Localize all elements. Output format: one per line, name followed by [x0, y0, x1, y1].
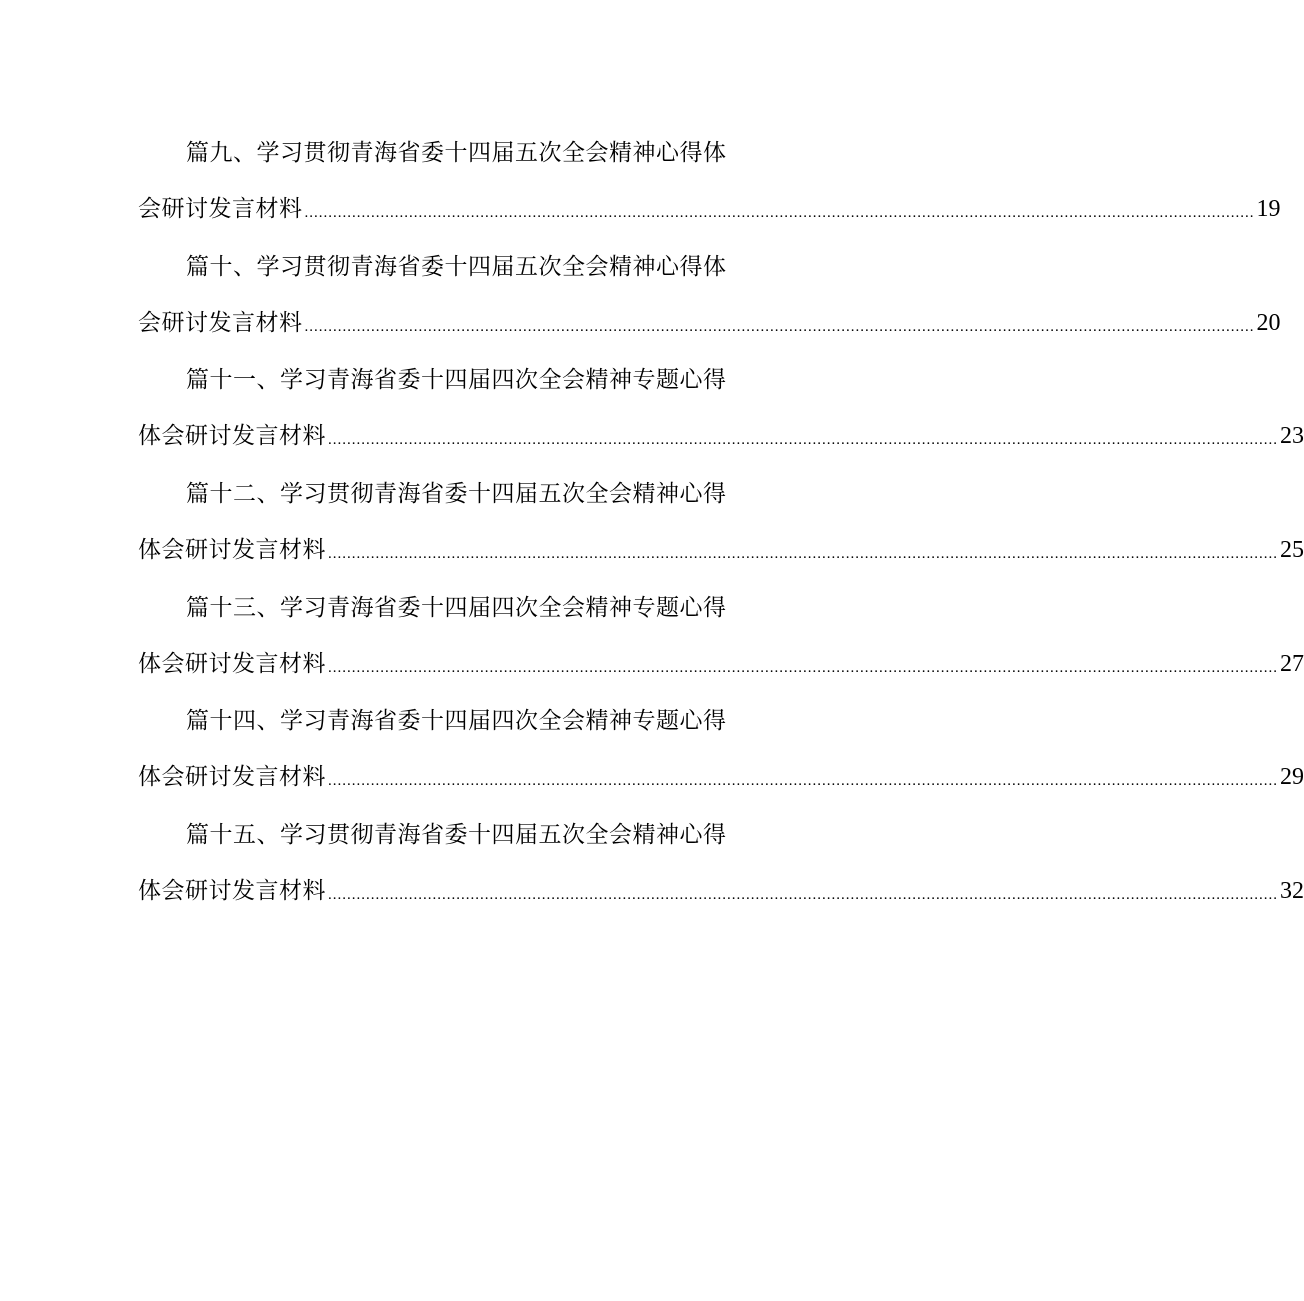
dot-leader: ........................................................................................................................................................................................................ — [328, 773, 1278, 790]
toc-entry-title: 篇十、学习贯彻青海省委十四届五次全会精神心得体 — [186, 253, 727, 280]
toc-page-number: 23 — [1280, 423, 1304, 450]
toc-entry[interactable] — [0, 585, 1304, 699]
toc-entry-title-end: 体会研讨发言材料 — [138, 764, 326, 791]
toc-entry-title: 篇十二、学习贯彻青海省委十四届五次全会精神心得 — [186, 481, 727, 508]
toc-entry[interactable] — [0, 698, 1304, 812]
toc-entry-continuation — [138, 421, 1304, 451]
table-of-contents — [0, 130, 1304, 926]
toc-entry-continuation — [138, 876, 1304, 906]
dot-leader: ........................................................................................................................................................................................................ — [304, 318, 1255, 335]
toc-entry[interactable] — [0, 357, 1304, 471]
dot-leader: ........................................................................................................................................................................................................ — [328, 659, 1278, 676]
toc-entry-title: 篇十一、学习青海省委十四届四次全会精神专题心得 — [186, 367, 727, 394]
toc-entry-title-end: 体会研讨发言材料 — [138, 423, 326, 450]
toc-entry-title-end: 会研讨发言材料 — [138, 196, 303, 222]
toc-page-number: 19 — [1256, 196, 1281, 222]
toc-page-number: 29 — [1280, 764, 1304, 791]
toc-entry-continuation — [138, 308, 1281, 338]
toc-entry-title: 篇十三、学习青海省委十四届四次全会精神专题心得 — [186, 594, 727, 621]
toc-entry-title-end: 体会研讨发言材料 — [138, 650, 326, 677]
toc-entry-continuation — [138, 194, 1281, 224]
toc-entry[interactable] — [0, 244, 1281, 358]
toc-entry-title-end: 体会研讨发言材料 — [138, 878, 326, 905]
toc-entry-title: 篇十四、学习青海省委十四届四次全会精神专题心得 — [186, 708, 727, 735]
toc-entry[interactable] — [0, 130, 1281, 244]
toc-entry-continuation — [138, 762, 1304, 792]
toc-entry-continuation — [138, 535, 1304, 565]
toc-entry[interactable] — [0, 471, 1304, 585]
toc-entry-title-end: 会研讨发言材料 — [138, 309, 303, 336]
toc-entry-title: 篇九、学习贯彻青海省委十四届五次全会精神心得体 — [186, 140, 727, 166]
toc-page-number: 27 — [1280, 650, 1304, 677]
dot-leader: ........................................................................................................................................................................................................ — [328, 432, 1278, 449]
toc-entry-continuation — [138, 649, 1304, 679]
toc-page-number: 32 — [1280, 878, 1304, 905]
toc-page-number: 25 — [1280, 537, 1304, 564]
toc-entry[interactable] — [0, 812, 1304, 926]
toc-entry-title: 篇十五、学习贯彻青海省委十四届五次全会精神心得 — [186, 822, 727, 849]
dot-leader: ........................................................................................................................................................................................................ — [328, 887, 1278, 904]
toc-entry-title-end: 体会研讨发言材料 — [138, 537, 326, 564]
toc-page-number: 20 — [1256, 309, 1281, 336]
dot-leader: ........................................................................................................................................................................................................ — [304, 205, 1255, 221]
dot-leader: ........................................................................................................................................................................................................ — [328, 546, 1278, 563]
